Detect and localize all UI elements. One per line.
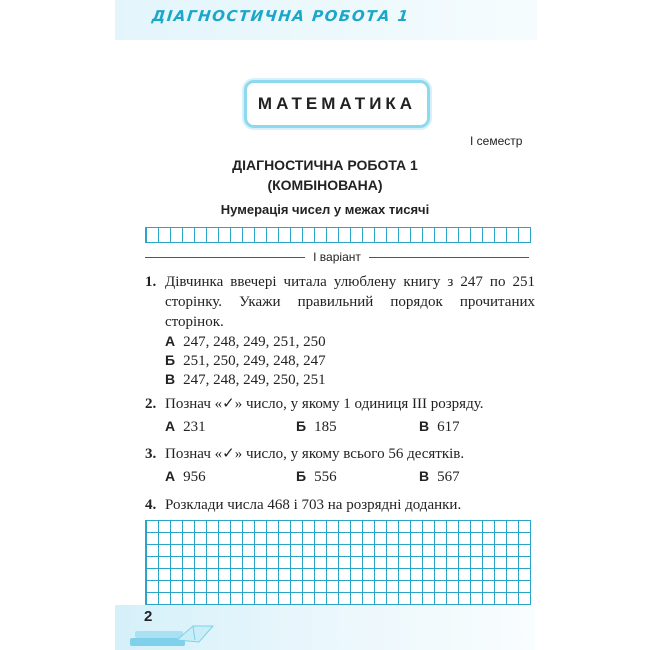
option-letter: Б [296,418,307,434]
option-value: 185 [314,419,337,435]
question-2 [145,394,535,414]
divider-line-right [369,257,529,258]
question-number: 4. [145,497,157,513]
topic-subtitle: Нумерація чисел у межах тисячі [220,202,430,217]
option-value: 247, 248, 249, 251, 250 [183,334,326,350]
question-number: 2. [145,396,157,412]
question-text: Розклади числа 468 і 703 на розрядні доданки. [165,497,462,513]
option-value: 251, 250, 249, 248, 247 [183,353,326,369]
running-title: ДІАГНОСТИЧНА РОБОТА 1 [151,7,411,25]
option-b[interactable] [165,352,326,370]
option-letter: А [165,468,176,484]
question-4 [145,495,535,515]
option-c[interactable] [419,418,460,436]
option-c[interactable] [419,468,460,486]
variant-divider [145,249,529,265]
question-1 [145,272,535,332]
work-type: (КОМБІНОВАНА) [267,177,383,193]
option-letter: В [165,371,176,387]
option-b[interactable] [296,418,337,436]
question-number: 1. [145,274,157,290]
subject-title: МАТЕМАТИКА [257,94,417,113]
name-entry-grid[interactable] [145,227,531,243]
option-letter: В [419,418,430,434]
option-value: 556 [314,469,337,485]
option-value: 247, 248, 249, 250, 251 [183,372,326,388]
option-letter: В [419,468,430,484]
variant-label: І варіант [313,250,361,264]
subject-box [244,80,430,128]
question-number: 3. [145,446,157,462]
option-value: 567 [437,469,460,485]
option-c[interactable] [165,371,326,389]
option-letter: Б [296,468,307,484]
option-a[interactable] [165,333,326,351]
work-title: ДІАГНОСТИЧНА РОБОТА 1 [232,157,418,173]
question-3 [145,444,535,464]
option-a[interactable] [165,418,206,436]
option-value: 956 [183,469,206,485]
book-bottom [130,638,185,646]
books-icon [125,620,220,650]
question-text: Познач «✓» число, у якому всього 56 десятків. [165,446,465,462]
option-letter: Б [165,352,176,368]
option-value: 231 [183,419,206,435]
question-text: Дівчинка ввечері читала улюблену книгу з 247 по 251 сторінку. Укажи правильний порядок прочитаних сторінок. [165,274,535,330]
option-letter: А [165,333,176,349]
divider-line-left [145,257,305,258]
option-a[interactable] [165,468,206,486]
answer-grid[interactable] [145,520,531,606]
semester-label: І семестр [470,134,523,148]
option-b[interactable] [296,468,337,486]
option-value: 617 [437,419,460,435]
question-text: Познач «✓» число, у якому 1 одиниця ІІІ розряду. [165,396,484,412]
book-middle [135,631,183,638]
page-number: 2 [144,608,153,625]
option-letter: А [165,418,176,434]
